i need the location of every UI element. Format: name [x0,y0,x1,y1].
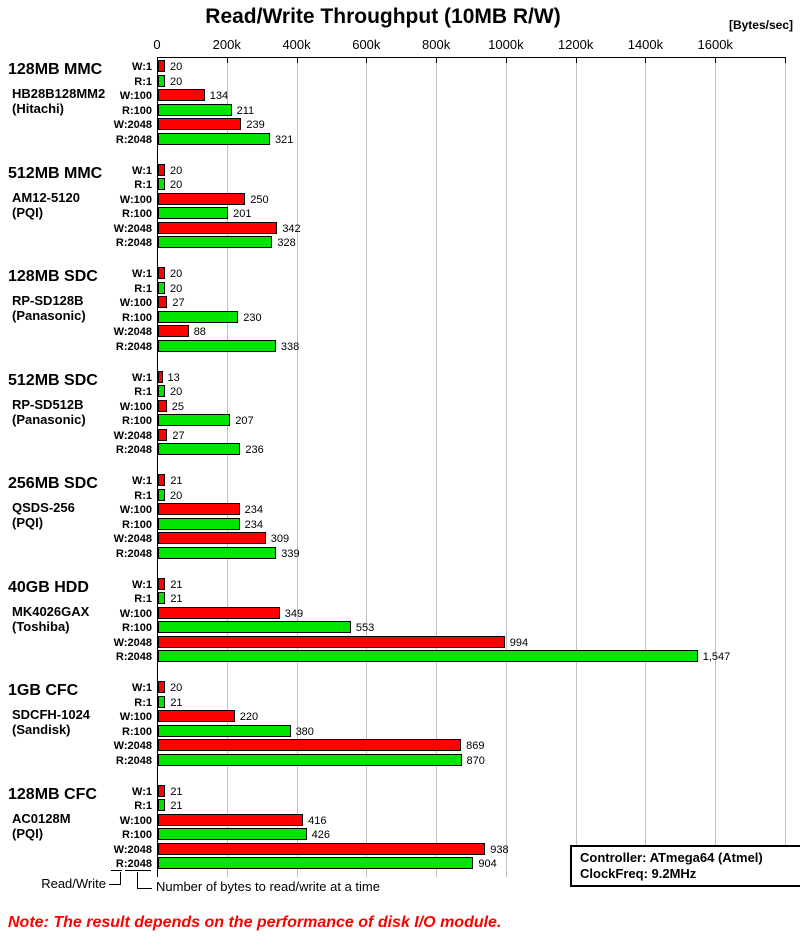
controller-info-box [570,845,800,887]
bar-value-label: 21 [170,800,183,812]
axis-tick [227,58,228,63]
bar-row-label: R:1 [134,489,152,502]
axis-tick [297,58,298,63]
axis-tick-label: 800k [422,37,451,52]
device-model: RP-SD512B [12,396,84,412]
bar-value-label: 416 [308,814,327,827]
bar-row-label: R:100 [122,622,152,634]
bar-value-label: 25 [171,400,184,413]
read-bar [158,650,698,662]
device-model: AM12-5120 [12,189,80,205]
bar-row-label: R:2048 [115,547,152,560]
bar-row-label: R:1 [134,593,152,605]
write-bar [158,578,165,590]
read-bar [158,799,165,811]
read-bar [158,725,291,737]
bar-value-label: 207 [235,415,254,427]
bar-row-label: R:1 [134,386,152,398]
bar-row-label: W:100 [119,400,152,413]
device-vendor: (PQI) [12,515,44,530]
axis-unit-label: [Bytes/sec] [728,18,793,32]
device-vendor: (Panasonic) [12,411,86,427]
bar-value-label: 201 [233,208,252,220]
bar-value-label: 27 [172,297,185,309]
bar-value-label: 134 [209,90,229,102]
axis-tick [366,58,367,63]
bar-row-label: R:100 [122,208,152,220]
write-bar [158,164,165,176]
bar-row-label: W:100 [119,814,152,827]
write-bar [158,89,205,101]
write-bar [158,296,167,308]
write-bar [158,532,266,544]
write-bar [158,739,461,751]
bar-row-label: W:100 [119,711,152,723]
bar-row-label: R:2048 [115,237,152,249]
write-bar [158,193,245,205]
device-vendor: (Toshiba) [12,618,70,634]
legend-underline-bytes [125,870,151,871]
device-name: 1GB CFC [8,682,79,699]
bar-row-label: R:100 [122,725,152,738]
read-bar [158,754,462,766]
write-bar [158,814,303,826]
bar-row-label: R:2048 [115,340,152,353]
write-bar [158,681,165,693]
read-bar [158,340,276,352]
write-bar [158,118,241,130]
read-bar [158,443,240,455]
read-bar [158,311,238,323]
bar-value-label: 21 [170,475,183,487]
legend-connector-v1 [120,872,121,885]
read-bar [158,414,230,426]
axis-tick [576,58,577,63]
write-bar [158,429,167,441]
device-vendor: (Hitachi) [12,101,64,116]
legend-underline-rw [111,870,122,871]
bar-row-label: W:100 [119,90,152,102]
bar-value-label: 230 [243,311,262,324]
bar-row-label: W:2048 [113,119,152,131]
bar-row-label: W:1 [132,371,152,384]
bar-value-label: 338 [280,340,300,353]
bar-row-label: W:100 [119,193,152,206]
bar-row-label: R:100 [122,415,152,427]
gridline [645,57,646,877]
gridline [785,57,786,877]
bar-row-label: W:2048 [113,740,152,752]
bar-value-label: 553 [355,622,375,634]
legend-connector-h2 [137,888,152,889]
axis-tick-label: 1400k [627,37,664,52]
axis-tick-label: 400k [282,37,311,52]
bar-value-label: 20 [169,179,183,191]
bar-value-label: 21 [170,578,183,591]
write-bar [158,843,485,855]
bar-value-label: 236 [245,444,264,456]
bar-row-label: W:100 [119,504,152,516]
device-model: QSDS-256 [12,500,75,515]
read-bar [158,236,272,248]
read-bar [158,75,165,87]
bar-value-label: 349 [284,607,304,620]
axis-tick [645,58,646,63]
bar-value-label: 239 [246,119,265,131]
gridline [506,57,507,877]
bar-value-label: 20 [169,282,183,295]
bar-value-label: 13 [167,371,180,384]
axis-tick-label: 600k [352,37,381,52]
bar-value-label: 342 [282,222,301,235]
write-bar [158,222,277,234]
write-bar [158,785,165,797]
write-bar [158,371,163,383]
device-vendor: (Sandisk) [12,722,71,737]
bar-value-label: 88 [193,326,206,338]
gridline [715,57,716,877]
device-vendor: (PQI) [12,204,44,220]
read-bar [158,489,165,501]
bar-value-label: 1,547 [702,651,731,663]
device-name: 256MB SDC [8,475,98,492]
x-axis-line [157,57,786,58]
read-bar [158,133,270,145]
axis-tick [715,58,716,63]
read-bar [158,385,165,397]
write-bar [158,60,165,72]
write-bar [158,474,165,486]
bar-row-label: R:1 [134,282,152,295]
bar-row-label: W:100 [119,607,152,620]
bar-row-label: W:1 [132,785,152,798]
bar-value-label: 20 [169,164,183,177]
chart-title: Read/Write Throughput (10MB R/W) [205,5,561,28]
legend-read-write-label: Read/Write [41,876,106,891]
bar-row-label: W:2048 [113,429,152,442]
bar-value-label: 234 [244,518,263,531]
read-bar [158,696,165,708]
bar-row-label: R:1 [134,75,152,88]
bar-row-label: W:1 [132,268,152,280]
controller-line: Controller: ATmega64 (Atmel) [580,850,763,865]
device-vendor: (PQI) [12,825,44,841]
bar-value-label: 234 [244,504,263,516]
device-model: SDCFH-1024 [12,707,91,722]
bar-value-label: 309 [270,533,290,545]
bar-row-label: R:2048 [115,858,152,870]
write-bar [158,607,280,619]
bar-row-label: R:100 [122,311,152,324]
read-bar [158,282,165,294]
read-bar [158,104,232,116]
bar-value-label: 380 [295,725,314,738]
bar-row-label: W:1 [132,164,152,177]
note-text: Note: The result depends on the performance of disk I/O module. [8,914,502,931]
bar-row-label: W:1 [132,61,152,73]
bar-row-label: R:2048 [115,444,152,456]
write-bar [158,710,235,722]
bar-value-label: 211 [236,104,255,117]
bar-value-label: 20 [169,489,183,502]
clockfreq-line: ClockFreq: 9.2MHz [580,866,697,881]
device-model: HB28B128MM2 [12,86,106,101]
device-name: 128MB SDC [8,268,98,285]
bar-row-label: R:2048 [115,754,152,767]
bar-value-label: 904 [478,858,497,870]
bar-value-label: 20 [169,75,183,88]
bar-row-label: R:100 [122,518,152,531]
bar-value-label: 21 [170,785,183,798]
device-name: 40GB HDD [8,578,89,596]
bar-value-label: 869 [466,740,485,752]
bar-value-label: 870 [466,754,485,767]
bar-row-label: W:100 [119,297,152,309]
bar-row-label: R:1 [134,179,152,191]
bar-row-label: W:2048 [113,636,152,649]
bar-row-label: W:1 [132,682,152,694]
device-vendor: (Panasonic) [12,308,86,323]
axis-tick-label: 200k [212,37,241,52]
write-bar [158,400,167,412]
bar-value-label: 426 [311,829,330,841]
gridline [576,57,577,877]
read-bar [158,828,307,840]
read-bar [158,207,228,219]
bar-value-label: 220 [239,711,259,723]
device-model: MK4026GAX [12,603,90,619]
read-bar [158,518,240,530]
write-bar [158,325,189,337]
bar-row-label: R:100 [122,104,152,117]
bar-row-label: W:2048 [113,326,152,338]
bar-value-label: 321 [274,133,294,146]
bar-value-label: 21 [170,696,183,709]
read-bar [158,857,473,869]
axis-tick [506,58,507,63]
bar-value-label: 20 [169,386,183,398]
device-name: 128MB CFC [8,785,97,803]
bar-row-label: R:2048 [115,133,152,146]
axis-tick [436,58,437,63]
read-bar [158,547,276,559]
device-model: RP-SD128B [12,293,84,308]
legend-connector-v2 [137,872,138,889]
write-bar [158,267,165,279]
read-bar [158,592,165,604]
device-name: 512MB MMC [8,164,103,182]
bar-row-label: W:2048 [113,843,152,856]
bar-row-label: R:100 [122,829,152,841]
bar-value-label: 27 [172,429,185,442]
bar-row-label: R:1 [134,800,152,812]
axis-tick-label: 1000k [488,37,524,52]
bar-value-label: 20 [169,268,183,280]
bar-value-label: 339 [281,547,300,560]
write-bar [158,503,240,515]
axis-tick-label: 1600k [697,37,733,52]
bar-row-label: R:1 [134,696,152,709]
legend-bytes-label: Number of bytes to read/write at a time [156,879,380,894]
bar-value-label: 250 [250,193,269,206]
write-bar [158,636,505,648]
axis-tick-label: 0 [153,37,161,52]
bar-row-label: W:1 [132,475,152,487]
axis-tick-label: 1200k [557,37,594,52]
device-name: 512MB SDC [8,371,98,389]
bar-value-label: 20 [169,61,183,73]
device-model: AC0128M [12,810,71,826]
read-bar [158,178,165,190]
axis-tick [785,58,786,63]
bar-row-label: W:2048 [113,533,152,545]
bar-row-label: W:2048 [113,222,152,235]
bar-row-label: W:1 [132,578,152,591]
bar-value-label: 994 [509,636,529,649]
bar-value-label: 21 [170,593,183,605]
read-bar [158,621,351,633]
device-name: 128MB MMC [8,61,103,78]
bar-value-label: 938 [490,843,509,856]
bar-value-label: 20 [169,682,183,694]
bar-value-label: 328 [277,237,296,249]
bar-row-label: R:2048 [115,651,152,663]
